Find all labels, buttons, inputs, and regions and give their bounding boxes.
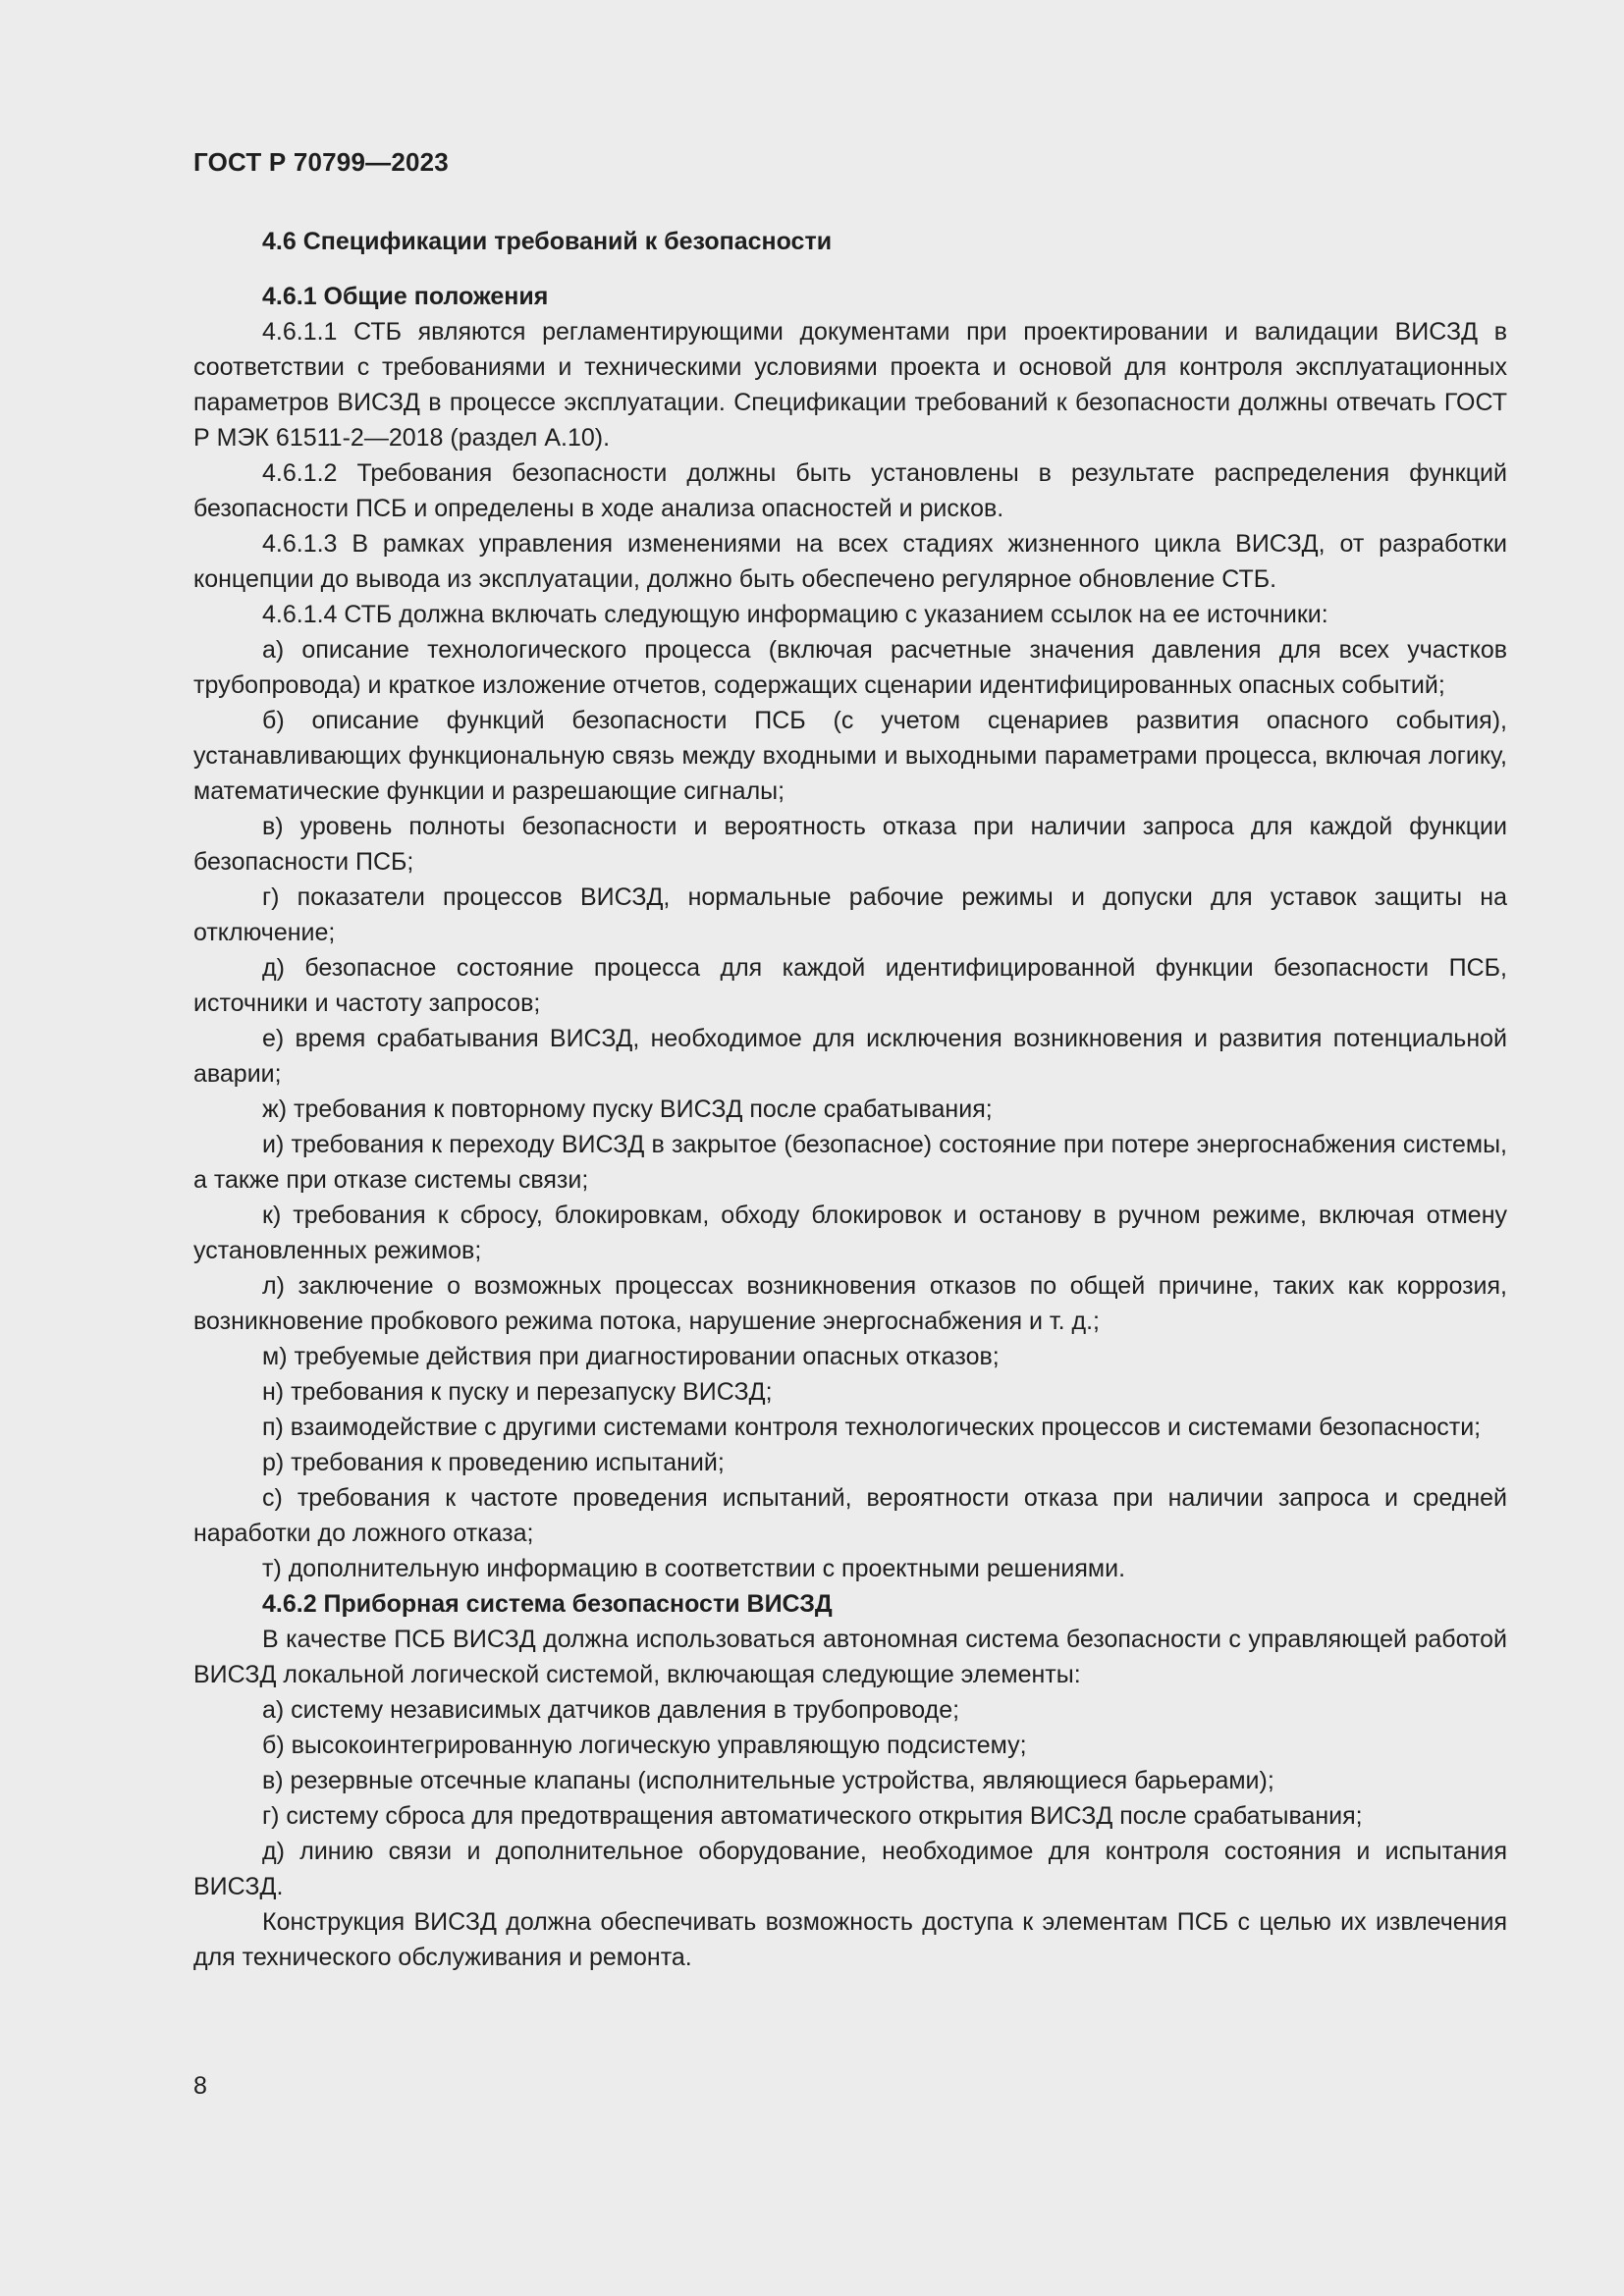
paragraph: 4.6.1.2 Требования безопасности должны быть установлены в результате распределения функций безопасности ПСБ и определены в ходе анализа опасностей и рисков. bbox=[193, 459, 1507, 522]
list-item: в) резервные отсечные клапаны (исполнительные устройства, являющиеся барьерами); bbox=[262, 1767, 1274, 1794]
document-header: ГОСТ Р 70799—2023 bbox=[193, 147, 449, 177]
list-item: д) линию связи и дополнительное оборудование, необходимое для контроля состояния и испытания ВИСЗД. bbox=[193, 1838, 1507, 1900]
list-item: б) высокоинтегрированную логическую управляющую подсистему; bbox=[262, 1732, 1027, 1759]
list-item: а) описание технологического процесса (включая расчетные значения давления для всех участков трубопровода) и краткое изложение отчетов, содержащих сценарии идентифицированных опасных событий; bbox=[193, 636, 1507, 699]
document-body bbox=[193, 224, 1507, 1975]
list-item: м) требуемые действия при диагностировании опасных отказов; bbox=[262, 1343, 1000, 1370]
paragraph: 4.6.1.1 СТБ являются регламентирующими документами при проектировании и валидации ВИСЗД в соответствии с требованиями и техническими условиями проекта и основой для контроля эксплуатационных параметров ВИСЗД в процессе эксплуатации. Спецификации требований к безопасности должны отвечать ГОСТ Р МЭК 61511-2—2018 (раздел А.10). bbox=[193, 318, 1507, 452]
paragraph: В качестве ПСБ ВИСЗД должна использоваться автономная система безопасности с управляющей работой ВИСЗД локальной логической системой, включающая следующие элементы: bbox=[193, 1626, 1507, 1688]
paragraph: Конструкция ВИСЗД должна обеспечивать возможность доступа к элементам ПСБ с целью их извлечения для технического обслуживания и ремонта. bbox=[193, 1908, 1507, 1971]
list-item: с) требования к частоте проведения испытаний, вероятности отказа при наличии запроса и средней наработки до ложного отказа; bbox=[193, 1484, 1507, 1547]
list-item: л) заключение о возможных процессах возникновения отказов по общей причине, таких как коррозия, возникновение пробкового режима потока, нарушение энергоснабжения и т. д.; bbox=[193, 1272, 1507, 1335]
list-item: т) дополнительную информацию в соответствии с проектными решениями. bbox=[262, 1555, 1126, 1582]
section-title: 4.6 Спецификации требований к безопасности bbox=[262, 228, 833, 255]
list-item: р) требования к проведению испытаний; bbox=[262, 1449, 725, 1476]
list-item: д) безопасное состояние процесса для каждой идентифицированной функции безопасности ПСБ, источники и частоту запросов; bbox=[193, 954, 1507, 1017]
subsection-title: 4.6.2 Приборная система безопасности ВИСЗД bbox=[262, 1590, 833, 1618]
list-item: г) показатели процессов ВИСЗД, нормальные рабочие режимы и допуски для уставок защиты на отключение; bbox=[193, 883, 1507, 946]
list-item: н) требования к пуску и перезапуску ВИСЗД; bbox=[262, 1378, 773, 1406]
list-item: г) систему сброса для предотвращения автоматического открытия ВИСЗД после срабатывания; bbox=[262, 1802, 1363, 1830]
list-item: б) описание функций безопасности ПСБ (с учетом сценариев развития опасного события), устанавливающих функциональную связь между входными и выходными параметрами процесса, включая логику, математические функции и разрешающие сигналы; bbox=[193, 707, 1507, 805]
subsection-title: 4.6.1 Общие положения bbox=[262, 283, 549, 310]
list-item: е) время срабатывания ВИСЗД, необходимое для исключения возникновения и развития потенциальной аварии; bbox=[193, 1025, 1507, 1088]
list-item: и) требования к переходу ВИСЗД в закрытое (безопасное) состояние при потере энергоснабжения системы, а также при отказе системы связи; bbox=[193, 1131, 1507, 1194]
list-item: п) взаимодействие с другими системами контроля технологических процессов и системами безопасности; bbox=[262, 1414, 1482, 1441]
list-item: в) уровень полноты безопасности и вероятность отказа при наличии запроса для каждой функции безопасности ПСБ; bbox=[193, 813, 1507, 876]
paragraph: 4.6.1.3 В рамках управления изменениями на всех стадиях жизненного цикла ВИСЗД, от разработки концепции до вывода из эксплуатации, должно быть обеспечено регулярное обновление СТБ. bbox=[193, 530, 1507, 593]
paragraph: 4.6.1.4 СТБ должна включать следующую информацию с указанием ссылок на ее источники: bbox=[262, 601, 1328, 628]
list-item: а) систему независимых датчиков давления в трубопроводе; bbox=[262, 1696, 960, 1724]
page-number: 8 bbox=[193, 2072, 207, 2100]
list-item: к) требования к сбросу, блокировкам, обходу блокировок и останову в ручном режиме, включая отмену установленных режимов; bbox=[193, 1201, 1507, 1264]
list-item: ж) требования к повторному пуску ВИСЗД после срабатывания; bbox=[262, 1095, 993, 1123]
